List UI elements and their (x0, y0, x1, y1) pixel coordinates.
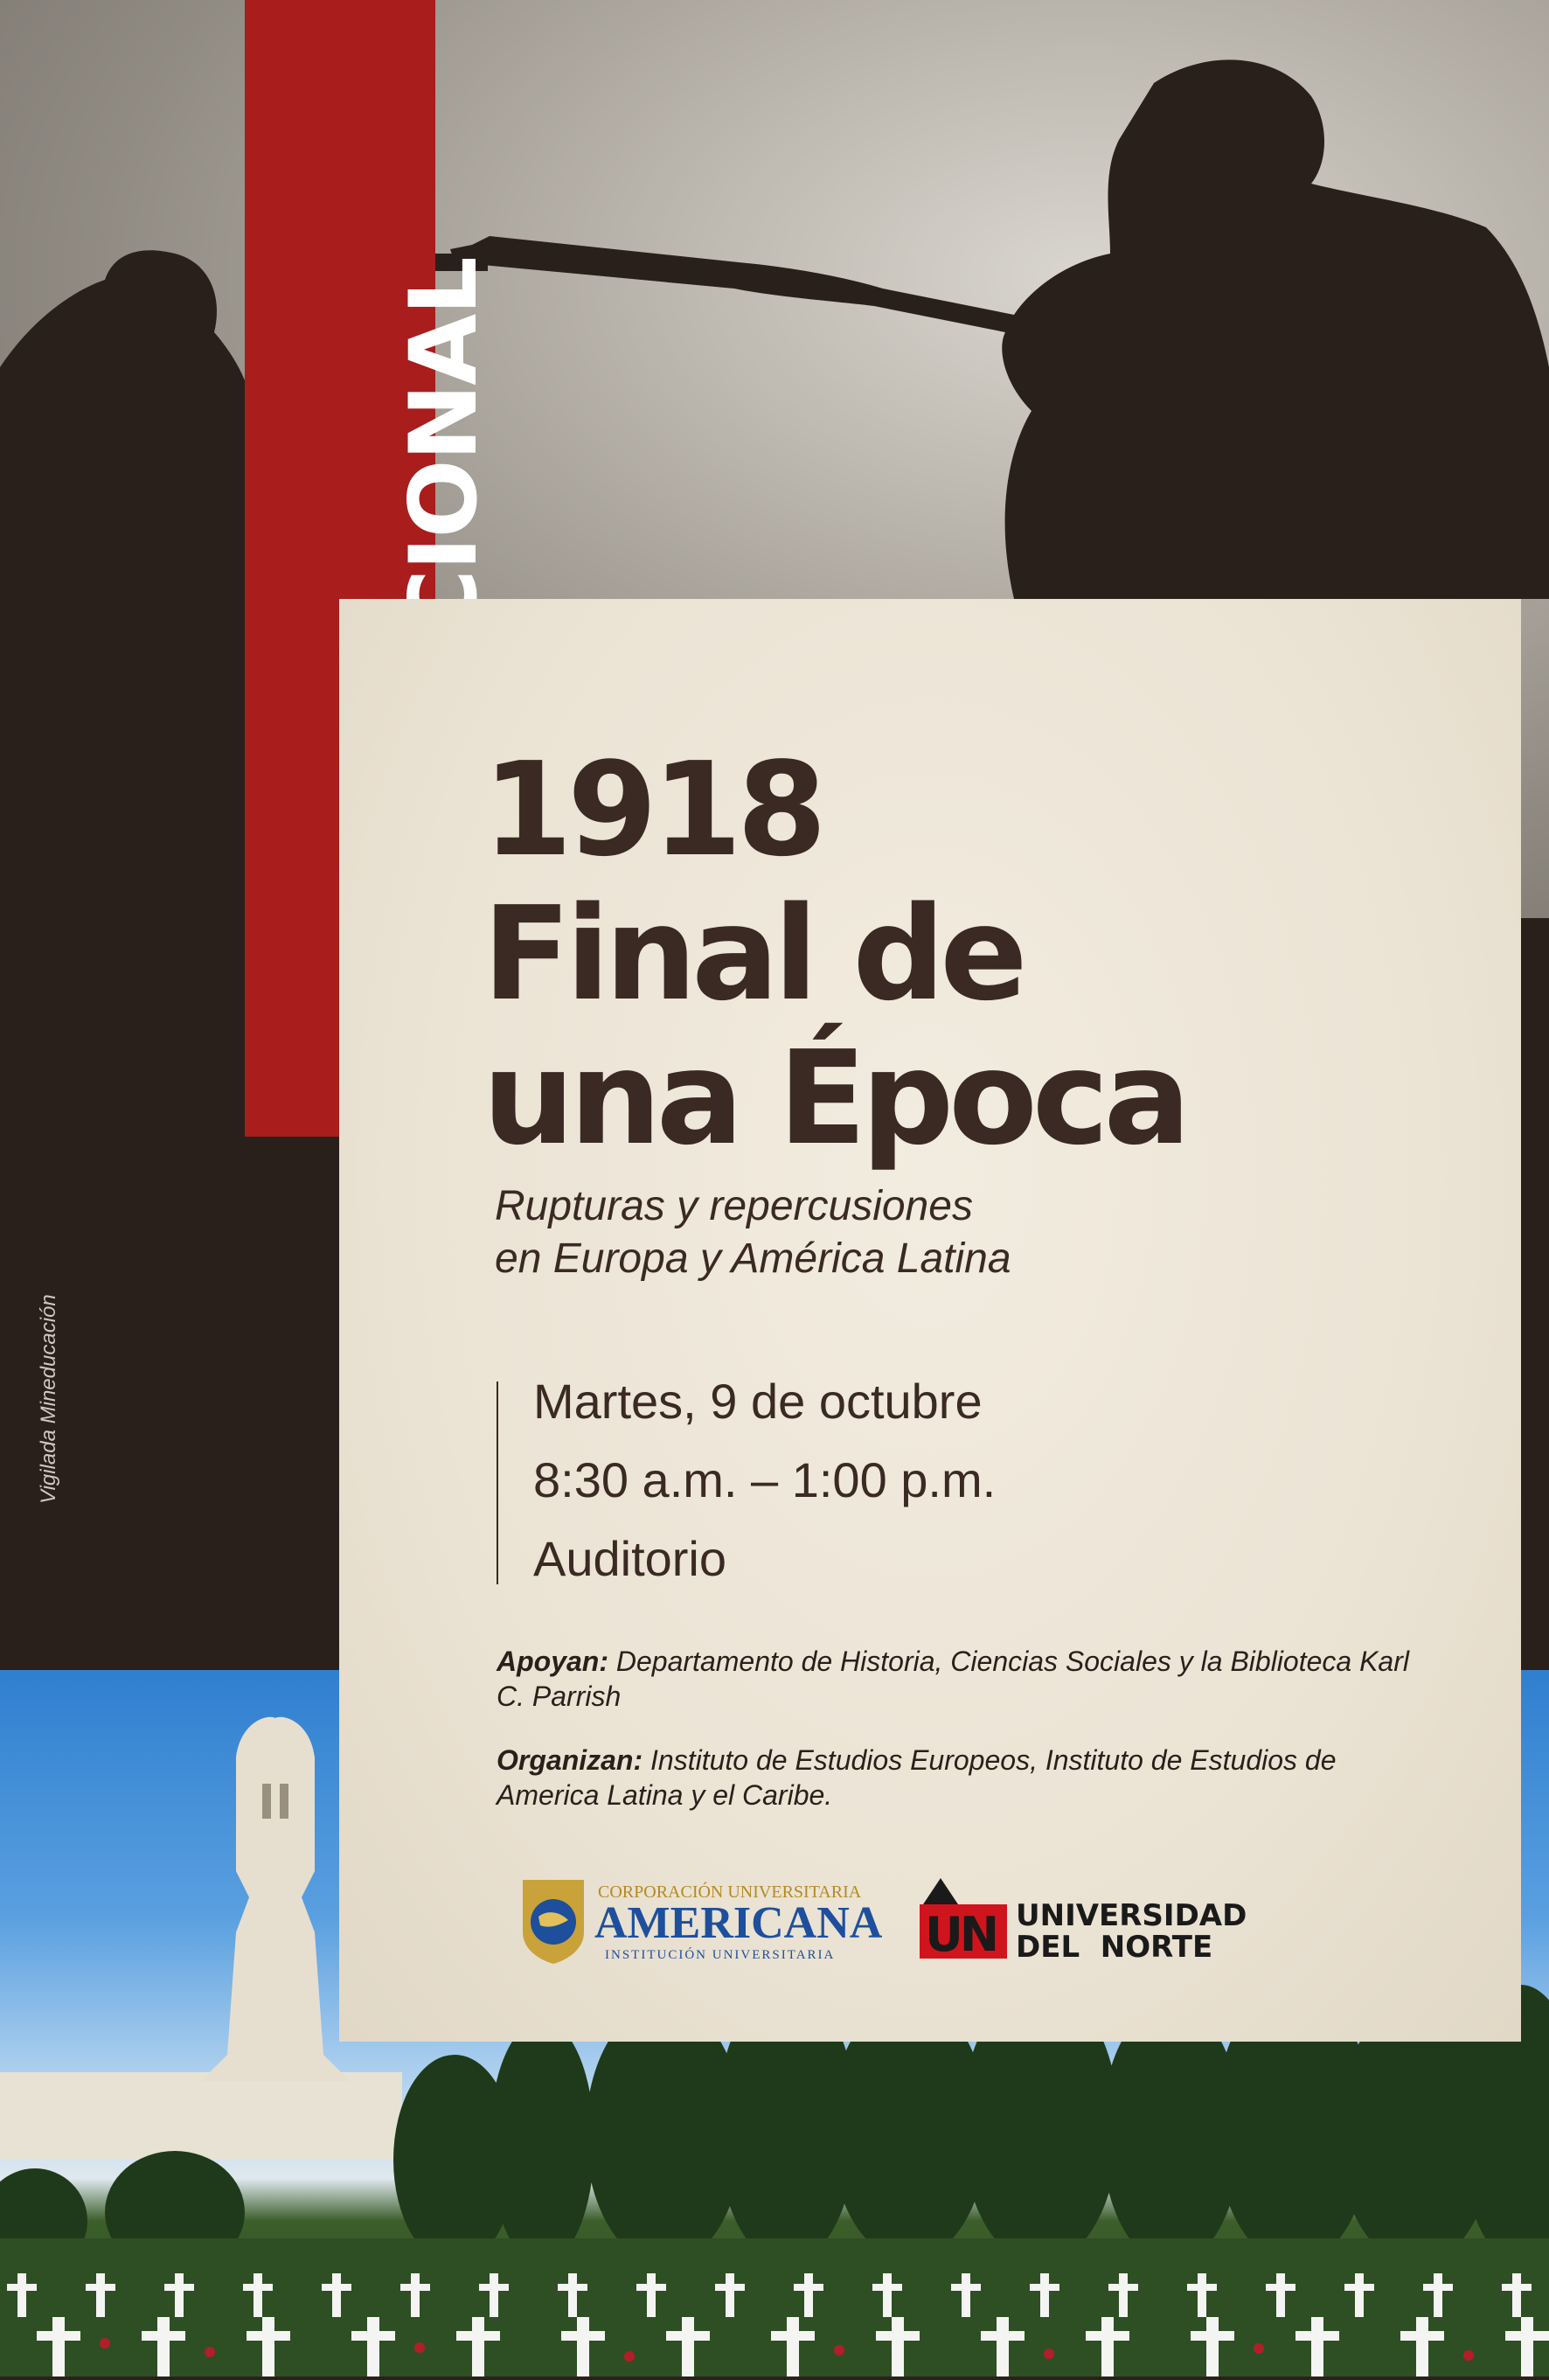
title-line-2: Final de (483, 879, 1023, 1029)
triangle-icon (923, 1878, 958, 1904)
subtitle (495, 1180, 1369, 1285)
organizan-text: Instituto de Estudios Europeos, Instituto de Estudios de America Latina y el Caribe. (497, 1744, 1337, 1811)
event-time: 8:30 a.m. – 1:00 p.m. (533, 1452, 997, 1507)
un-mark-text: UN (925, 1907, 997, 1962)
title-year: 1918 (483, 734, 822, 885)
right-soldier-silhouette (450, 59, 1549, 599)
title-line-3: una Época (483, 1023, 1186, 1173)
event-place: Auditorio (533, 1531, 727, 1586)
americana-sub-text: INSTITUCIÓN UNIVERSITARIA (605, 1948, 836, 1962)
del-norte-text: DEL NORTE (1016, 1930, 1213, 1965)
subtitle-line-2: en Europa y América Latina (495, 1235, 1011, 1282)
event-date: Martes, 9 de octubre (533, 1374, 983, 1429)
universidad-del-norte-logo (914, 1871, 1264, 1967)
vigilada-mineducacion-note: Vigilada Mineducación (37, 1294, 60, 1504)
americana-name-text: AMERICANA (594, 1898, 883, 1948)
americana-logo (514, 1871, 883, 1967)
subtitle-line-1: Rupturas y repercusiones (495, 1183, 973, 1229)
apoyan-credit (497, 1644, 1423, 1714)
apoyan-label: Apoyan: (497, 1646, 608, 1677)
info-card (339, 599, 1521, 2042)
ossuary-building (0, 2072, 402, 2160)
apoyan-text: Departamento de Historia, Ciencias Sociales y la Biblioteca Karl C. Parrish (497, 1646, 1409, 1712)
americana-top-text: CORPORACIÓN UNIVERSITARIA (598, 1882, 862, 1902)
ossuary-tower (201, 1717, 350, 2081)
universidad-text: UNIVERSIDAD (1016, 1898, 1247, 1933)
event-divider-line (497, 1381, 498, 1584)
organizan-label: Organizan: (497, 1744, 643, 1776)
left-soldier-silhouette (0, 250, 280, 918)
organizan-credit (497, 1743, 1423, 1813)
